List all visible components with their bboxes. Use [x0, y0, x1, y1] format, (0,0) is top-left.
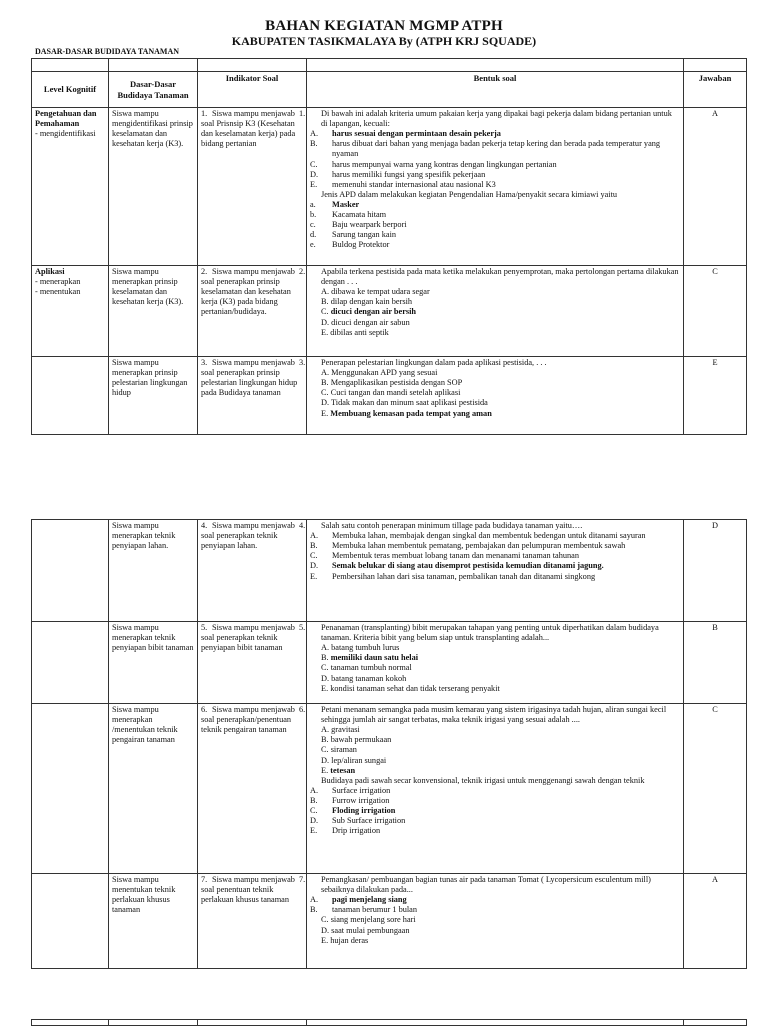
question-text: [299, 109, 680, 129]
level-cell: [32, 704, 109, 874]
option-key: c.: [310, 220, 316, 230]
indicator-number: 6.: [201, 705, 208, 714]
option: [310, 663, 680, 673]
option: [310, 240, 680, 250]
option: [310, 725, 680, 735]
option: [310, 318, 680, 328]
table-row: [32, 520, 747, 622]
option-key: C.: [310, 806, 318, 816]
option: [310, 684, 680, 694]
option-text: Drip irrigation: [332, 826, 381, 836]
option: [310, 180, 680, 190]
question-table-2: [31, 519, 747, 969]
option-text: dilap dengan kain bersih: [330, 297, 413, 307]
option-key: D.: [310, 816, 319, 826]
option-text: harus mempunyai warna yang kontras dengan lingkungan pertanian: [332, 159, 557, 169]
option-key: b.: [310, 210, 317, 220]
question-text: [299, 705, 680, 725]
option-text: harus sesuai dengan permintaan desain pekerja: [332, 129, 501, 139]
indicator-text: Siswa mampu menjawab soal penerapkan prinsip keselamatan dan kesehatan kerja (K3) pada bidang pertanian/budidaya.: [201, 267, 295, 317]
option-text: Semak belukar di siang atau disemprot pestisida kemudian ditanami jagung.: [332, 561, 604, 571]
level-sub: - mengidentifikasi: [35, 129, 96, 139]
answer-cell: C: [684, 704, 747, 874]
indicator-text: Siswa mampu menjawab soal penentuan teknik perlakuan khusus tanaman: [201, 875, 295, 905]
col-header-indicator: Indikator Soal: [198, 72, 307, 108]
question-number: 3.: [299, 358, 306, 367]
option: [310, 674, 680, 684]
option-key: E.: [310, 826, 318, 836]
option-text: Sub Surface irrigation: [332, 816, 406, 826]
option-key: E.: [310, 571, 318, 581]
option-text: Baju wearpark berpori: [332, 220, 407, 230]
question-cell: [299, 520, 684, 622]
option-key: B.: [321, 735, 329, 745]
question-stem: Salah satu contoh penerapan minimum tillage pada budidaya tanaman yaitu….: [321, 521, 583, 530]
indicator-number: 2.: [201, 267, 208, 276]
option: [310, 378, 680, 388]
option-text: Sarung tangan kain: [332, 230, 397, 240]
question-cell: [299, 874, 684, 969]
indicator-text: Siswa mampu menjawab soal Prisnsip K3 (Kesehatan dan keselamatan kerja) pada bidang pertanian: [201, 109, 296, 149]
option-text: Tidak makan dan minum saat aplikasi pestisida: [331, 398, 488, 408]
question-stem: Pemangkasan/ pembuangan bagian tunas air pada tanaman Tomat ( Lycopersicum esculentum mill) sebaiknya dilakukan pada...: [321, 875, 651, 895]
question-number: 1.: [299, 109, 306, 118]
option-key: B.: [321, 653, 329, 663]
question-table-3-partial: [31, 1019, 747, 1026]
option-text: Cuci tangan dan mandi setelah aplikasi: [330, 388, 461, 398]
table-row: [32, 622, 747, 704]
level-cell: [32, 874, 109, 969]
option: [310, 398, 680, 408]
question-number: 4.: [299, 521, 306, 530]
option-text: Pembersihan lahan dari sisa tanaman, pembalikan tanah dan ditanami singkong: [332, 571, 596, 581]
option-key: B.: [321, 297, 329, 307]
question-cell: [299, 108, 684, 266]
answer-cell: A: [684, 874, 747, 969]
option-text: memenuhi standar internasional atau nasional K3: [332, 179, 496, 189]
question-number: 5.: [299, 623, 306, 632]
option-text: gravitasi: [331, 725, 360, 735]
option-key: B.: [310, 541, 318, 551]
option-text: batang tanaman kokoh: [331, 673, 407, 683]
indicator-cell: [198, 357, 307, 435]
table-row: [32, 874, 747, 969]
option-key: C.: [321, 915, 329, 925]
option: [310, 643, 680, 653]
option-text: tanaman tumbuh normal: [330, 663, 412, 673]
option: [310, 766, 680, 776]
col-header-level: Level Kognitif: [32, 72, 109, 108]
option-key: A.: [321, 287, 330, 297]
option-key: E.: [321, 935, 329, 945]
question-cell: [299, 622, 684, 704]
option: [310, 129, 680, 139]
option: [310, 307, 680, 317]
level-item: - menerapkan: [35, 277, 81, 287]
option-text: memiliki daun satu helai: [330, 653, 419, 663]
indicator-text: Siswa mampu menjawab soal penerapkan prinsip pelestarian lingkungan hidup pada Budidaya tanaman: [201, 358, 298, 398]
option-text: harus memiliki fungsi yang spesifik pekerjaan: [332, 169, 486, 179]
option-key: D.: [310, 169, 319, 179]
answer-cell: E: [684, 357, 747, 435]
option-key: D.: [321, 317, 330, 327]
indicator-number: 1.: [201, 109, 208, 118]
option: [310, 561, 680, 571]
option: [310, 287, 680, 297]
option: [310, 170, 680, 180]
option-text: tanaman berumur 1 bulan: [332, 905, 418, 915]
option-key: D.: [310, 561, 319, 571]
option: [310, 200, 680, 210]
indicator-cell: [198, 704, 307, 874]
table-row: [32, 704, 747, 874]
option: [310, 735, 680, 745]
option: [310, 895, 680, 905]
answer-cell: C: [684, 266, 747, 357]
option: [310, 905, 680, 915]
question-stem: Penerapan pelestarian lingkungan dalam pada aplikasi pestisida, . . .: [321, 358, 547, 367]
question-cell: [299, 357, 684, 435]
option: [310, 756, 680, 766]
question-stem: Petani menanam semangka pada musim kemarau yang sistem irigasinya tadah hujan, aliran sungai kecil sehingga jumlah air sangat terbatas, maka teknik irigasi yang sesuai adalah ....: [321, 705, 667, 725]
basic-cell: Siswa mampu menerapkan prinsip pelestarian lingkungan hidup: [109, 357, 198, 435]
question-text: [299, 623, 680, 643]
option-text: Membuka lahan, membajak dengan singkal dan membentuk bedengan untuk ditanami sayuran: [332, 531, 646, 541]
question-number: 7.: [299, 875, 306, 884]
option-key: B.: [310, 905, 318, 915]
option-text: Floding irrigation: [332, 806, 396, 816]
option: [310, 388, 680, 398]
header-strip: [32, 59, 747, 72]
option: [310, 297, 680, 307]
option-key: E.: [321, 765, 329, 775]
option-key: B.: [310, 795, 318, 805]
table-row-partial: [32, 1020, 747, 1026]
option: [310, 160, 680, 170]
indicator-number: 3.: [201, 358, 208, 367]
option-text: Mengaplikasikan pestisida dengan SOP: [330, 378, 463, 388]
option: [310, 816, 680, 826]
option: [310, 220, 680, 230]
option-key: A.: [310, 531, 319, 541]
indicator-number: 7.: [201, 875, 208, 884]
answer-cell: A: [684, 108, 747, 266]
indicator-cell: [198, 622, 307, 704]
indicator-text: Siswa mampu menjawab soal penerapkan/penentuan teknik pengairan tanaman: [201, 705, 295, 735]
question-stem: Penanaman (transplanting) bibit merupakan tahapan yang penting untuk diperhatikan dalam budidaya tanaman. Kriteria bibit yang belum siap untuk transplanting adalah...: [321, 623, 659, 643]
option-text: Kacamata hitam: [332, 210, 387, 220]
level-cell: [32, 108, 109, 266]
option-key: A.: [321, 643, 330, 653]
table-row: [32, 357, 747, 435]
option-key: E.: [310, 179, 318, 189]
basic-cell: Siswa mampu menerapkan prinsip keselamatan dan kesehatan kerja (K3).: [109, 266, 198, 357]
option-key: C.: [321, 388, 329, 398]
option: [310, 572, 680, 582]
option-key: A.: [321, 725, 330, 735]
option-key: e.: [310, 240, 316, 250]
option: [310, 796, 680, 806]
option-text: bawah permukaan: [330, 735, 392, 745]
option-key: A.: [321, 368, 330, 378]
option-text: Buldog Protektor: [332, 240, 390, 250]
option-key: a.: [310, 199, 316, 209]
level-cell: [32, 520, 109, 622]
indicator-number: 4.: [201, 521, 208, 530]
level-item: - menentukan: [35, 287, 81, 297]
option: [310, 926, 680, 936]
option-text: Membuka lahan membentuk pematang, pembajakan dan pelumpuran membentuk sawah: [332, 541, 626, 551]
option: [310, 551, 680, 561]
option-text: Surface irrigation: [332, 785, 391, 795]
option-text: harus dibuat dari bahan yang menjaga badan pekerja tetap kering dan berada pada temperatur yang nyaman: [332, 139, 661, 159]
option-key: d.: [310, 230, 317, 240]
level-title: Pengetahuan dan Pemahaman: [35, 109, 97, 129]
option-key: A.: [310, 785, 319, 795]
option-key: E.: [321, 408, 329, 418]
option-key: A.: [310, 129, 319, 139]
col-header-question: Bentuk soal: [307, 72, 684, 108]
option: [310, 786, 680, 796]
option-key: A.: [310, 895, 319, 905]
option-key: B.: [321, 378, 329, 388]
option-key: B.: [310, 139, 318, 149]
option-key: C.: [321, 307, 329, 317]
table-row: [32, 266, 747, 357]
option-text: Membuang kemasan pada tempat yang aman: [330, 408, 492, 418]
basic-cell: Siswa mampu menerapkan /menentukan teknik pengairan tanaman: [109, 704, 198, 874]
basic-cell: Siswa mampu menentukan teknik perlakuan khusus tanaman: [109, 874, 198, 969]
option-text: Masker: [332, 199, 360, 209]
question-text: [299, 267, 680, 287]
option-text: siang menjelang sore hari: [330, 915, 416, 925]
option-text: kondisi tanaman sehat dan tidak terserang penyakit: [330, 683, 500, 693]
level-cell: [32, 266, 109, 357]
option-key: D.: [321, 673, 330, 683]
question-table-1: [31, 58, 747, 435]
option-text: dicuci dengan air bersih: [330, 307, 417, 317]
level-cell: [32, 622, 109, 704]
table-row: [32, 108, 747, 266]
option-text: dibilas anti septik: [330, 327, 389, 337]
option-text: Furrow irrigation: [332, 795, 390, 805]
option: [310, 541, 680, 551]
answer-cell: B: [684, 622, 747, 704]
option-key: D.: [321, 755, 330, 765]
option: [310, 745, 680, 755]
option: [310, 230, 680, 240]
option-key: C.: [310, 551, 318, 561]
option: [310, 936, 680, 946]
question-stem: Di bawah ini adalah kriteria umum pakaian kerja yang dipakai bagi pekerja dalam bidang pertanian untuk di lapangan, kecuali:: [321, 109, 672, 129]
option-key: D.: [321, 925, 330, 935]
col-header-answer: Jawaban: [684, 72, 747, 108]
table-header: [32, 72, 747, 108]
indicator-number: 5.: [201, 623, 208, 632]
question-text: [299, 875, 680, 895]
option: [310, 409, 680, 419]
indicator-cell: [198, 266, 307, 357]
indicator-cell: [198, 520, 307, 622]
question-text: [299, 521, 680, 531]
question-text-2: Jenis APD dalam melakukan kegiatan Pengendalian Hama/penyakit secara kimiawi yaitu: [321, 189, 618, 199]
basic-cell: Siswa mampu menerapkan teknik penyiapan lahan.: [109, 520, 198, 622]
level-cell: [32, 357, 109, 435]
option-text: Membentuk teras membuat lobang tanam dan menanami tanaman tahunan: [332, 551, 579, 561]
indicator-cell: [198, 108, 307, 266]
question-number: 6.: [299, 705, 306, 714]
option: [310, 368, 680, 378]
option-text: lep/aliran sungai: [331, 755, 387, 765]
option-text: Menggunakan APD yang sesuai: [331, 368, 438, 378]
answer-cell: D: [684, 520, 747, 622]
page-title: BAHAN KEGIATAN MGMP ATPH: [265, 18, 503, 34]
option-key: C.: [321, 663, 329, 673]
question-cell: [299, 266, 684, 357]
question-number: 2.: [299, 267, 306, 276]
option-text: pagi menjelang siang: [332, 895, 407, 905]
option-text: saat mulai pembungaan: [331, 925, 410, 935]
question-text: [299, 358, 680, 368]
level-title: Aplikasi: [35, 267, 65, 276]
page-subtitle: KABUPATEN TASIKMALAYA By (ATPH KRJ SQUADE): [231, 34, 537, 48]
option: [310, 915, 680, 925]
basic-cell: Siswa mampu menerapkan teknik penyiapan bibit tanaman: [109, 622, 198, 704]
indicator-cell: [198, 874, 307, 969]
indicator-text: Siswa mampu menjawab soal penerapkan teknik penyiapan bibit tanaman: [201, 623, 295, 653]
option-text: hujan deras: [330, 935, 369, 945]
question-cell: [299, 704, 684, 874]
option-text: siraman: [330, 745, 357, 755]
option: [310, 806, 680, 816]
basic-cell: Siswa mampu mengidentifikasi prinsip keselamatan dan kesehatan kerja (K3).: [109, 108, 198, 266]
indicator-text: Siswa mampu menjawab soal penerapkan teknik penyiapan lahan.: [201, 521, 295, 551]
option-key: D.: [321, 398, 330, 408]
option-key: E.: [321, 327, 329, 337]
option-key: C.: [310, 159, 318, 169]
option: [310, 210, 680, 220]
option-key: E.: [321, 683, 329, 693]
option-text: dibawa ke tempat udara segar: [331, 287, 430, 297]
section-label: DASAR-DASAR BUDIDAYA TANAMAN: [35, 47, 180, 56]
option: [310, 653, 680, 663]
option: [310, 531, 680, 541]
option-text: batang tumbuh lurus: [331, 643, 400, 653]
question-text-2: Budidaya padi sawah secar konvensional, teknik irigasi untuk menggenangi sawah dengan teknik: [321, 775, 645, 785]
option: [310, 328, 680, 338]
option-text: dicuci dengan air sabun: [331, 317, 410, 327]
option: [310, 139, 680, 159]
question-stem: Apabila terkena pestisida pada mata ketika melakukan penyemprotan, maka pertolongan pertama dilakukan dengan . . .: [321, 267, 679, 287]
col-header-basic: Dasar-Dasar Budidaya Tanaman: [109, 72, 198, 108]
option: [310, 826, 680, 836]
option-key: C.: [321, 745, 329, 755]
option-text: tetesan: [330, 765, 356, 775]
